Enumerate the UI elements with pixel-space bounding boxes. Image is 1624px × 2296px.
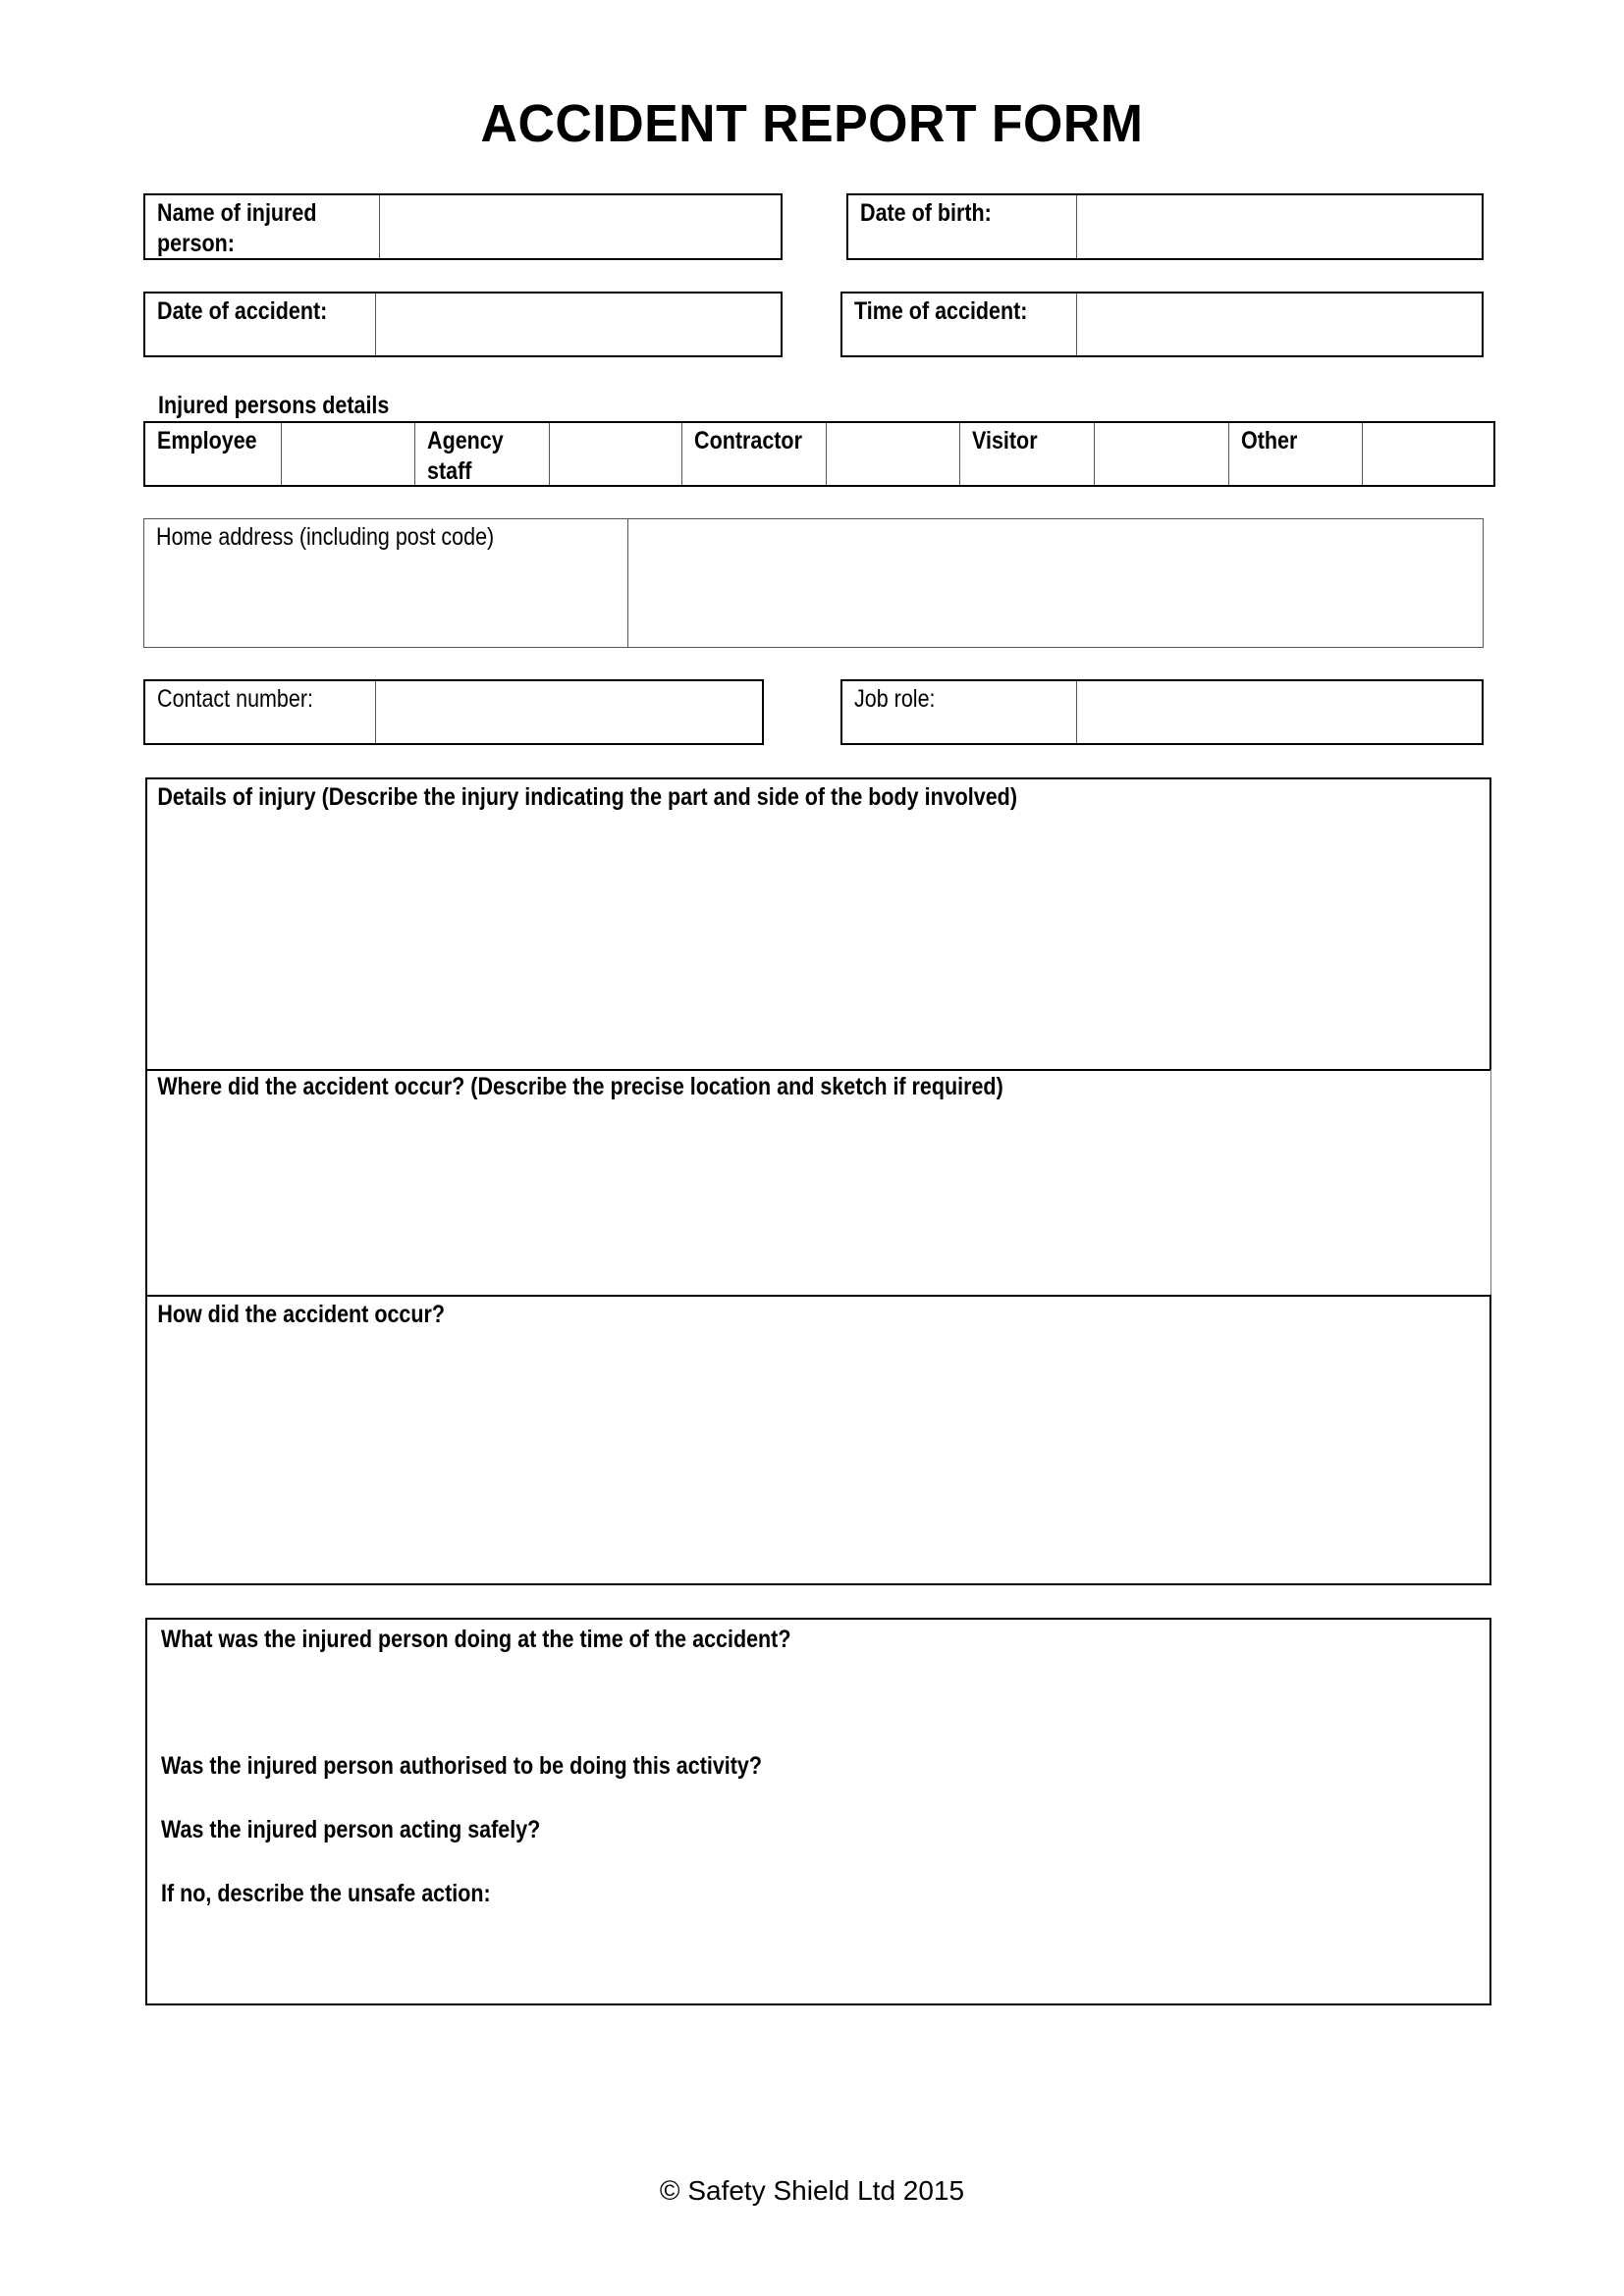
injured-persons-heading: Injured persons details [158, 392, 390, 419]
home-address-row [143, 518, 1484, 648]
job-role-row [840, 679, 1484, 745]
activity-box[interactable] [145, 1618, 1491, 2005]
date-accident-label: Date of accident: [157, 297, 328, 325]
time-accident-input[interactable] [1076, 294, 1482, 355]
date-accident-label-cell [145, 294, 375, 355]
dob-label-cell [848, 195, 1076, 258]
name-row [143, 193, 783, 260]
category-other-label: Other [1228, 423, 1362, 485]
date-accident-row [143, 292, 783, 357]
injured-persons-row [143, 421, 1495, 487]
footer-copyright: © Safety Shield Ltd 2015 [659, 2175, 965, 2206]
home-address-label-cell [144, 519, 627, 647]
dob-row [846, 193, 1484, 260]
category-other-checkbox[interactable] [1362, 423, 1493, 485]
name-label-line1: Name of injured [157, 199, 317, 227]
injury-details-label: Details of injury (Describe the injury indicating the part and side of the body involved) [157, 783, 1017, 811]
category-agency-checkbox[interactable] [549, 423, 681, 485]
contact-label: Contact number: [157, 685, 313, 713]
contact-row [143, 679, 764, 745]
home-address-input[interactable] [627, 519, 1483, 647]
activity-safely-label: Was the injured person acting safely? [161, 1816, 541, 1843]
injury-details-box[interactable] [145, 777, 1491, 1071]
job-role-label-cell [842, 681, 1076, 743]
category-employee-label: Employee [157, 427, 257, 454]
category-agency-label: Agency staff [414, 423, 549, 485]
form-title: ACCIDENT REPORT FORM [480, 94, 1144, 153]
activity-authorised-label: Was the injured person authorised to be doing this activity? [161, 1752, 763, 1780]
dob-label: Date of birth: [860, 199, 992, 227]
dob-input[interactable] [1076, 195, 1482, 258]
category-contractor-checkbox[interactable] [826, 423, 959, 485]
contact-label-cell [145, 681, 375, 743]
activity-unsafe-label: If no, describe the unsafe action: [161, 1880, 491, 1907]
category-contractor-label: Contractor [681, 423, 826, 485]
contact-input[interactable] [375, 681, 762, 743]
how-box[interactable] [145, 1295, 1491, 1585]
job-role-input[interactable] [1076, 681, 1482, 743]
where-box[interactable] [145, 1069, 1491, 1297]
category-visitor-label: Visitor [959, 423, 1094, 485]
name-label-cell [145, 195, 379, 258]
job-role-label: Job role: [854, 685, 936, 713]
time-accident-label: Time of accident: [854, 297, 1028, 325]
time-accident-row [840, 292, 1484, 357]
home-address-label: Home address (including post code) [156, 523, 495, 551]
name-input[interactable] [379, 195, 781, 258]
date-accident-input[interactable] [375, 294, 781, 355]
category-visitor-checkbox[interactable] [1094, 423, 1228, 485]
how-label: How did the accident occur? [157, 1301, 446, 1328]
activity-doing-label: What was the injured person doing at the time of the accident? [161, 1626, 791, 1653]
name-label-line2: person: [157, 230, 235, 257]
category-employee-checkbox[interactable] [281, 423, 414, 485]
where-label: Where did the accident occur? (Describe the precise location and sketch if required) [157, 1073, 1003, 1100]
time-accident-label-cell [842, 294, 1076, 355]
